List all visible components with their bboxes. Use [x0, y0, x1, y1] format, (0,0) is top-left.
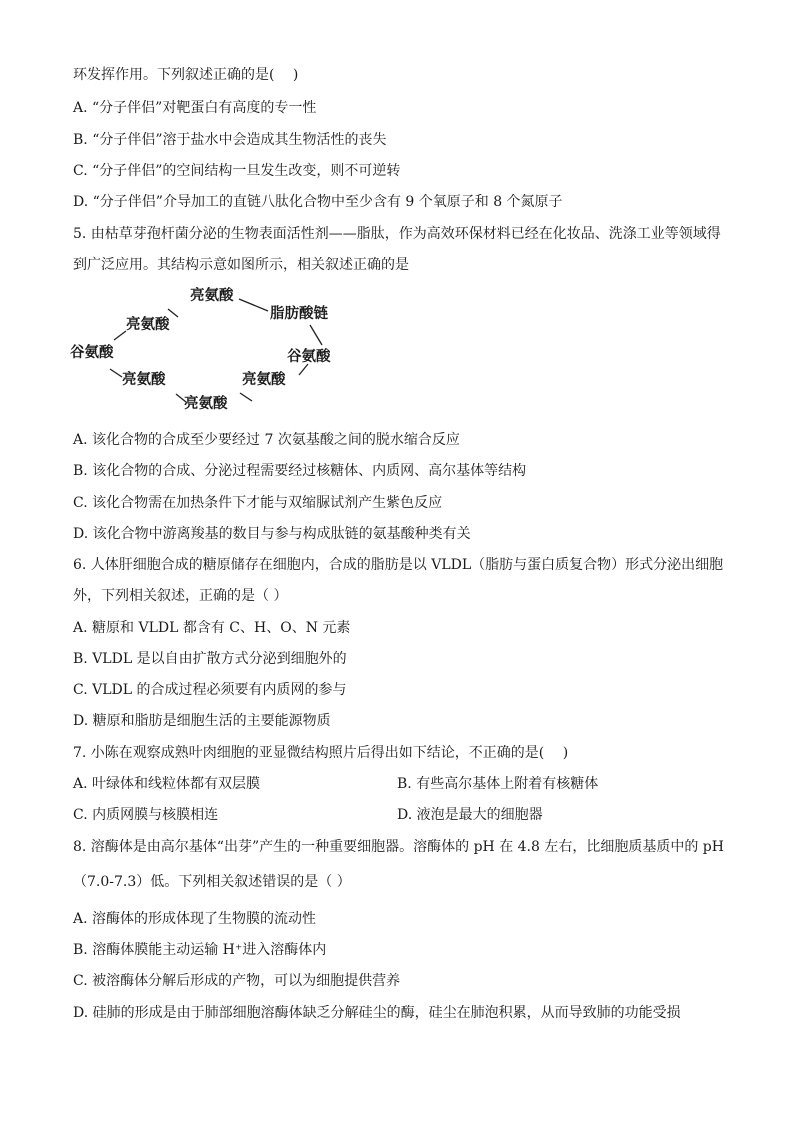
q8-option-b: B. 溶酶体膜能主动运输 H⁺进入溶酶体内	[73, 942, 327, 958]
q7-option-a: A. 叶绿体和线粒体都有双层膜	[73, 776, 261, 792]
node-leucine-lower-right: 亮氨酸	[242, 371, 286, 388]
node-leucine-bottom: 亮氨酸	[184, 395, 228, 412]
bond-line	[240, 393, 252, 401]
q5-option-a: A. 该化合物的合成至少要经过 7 次氨基酸之间的脱水缩合反应	[73, 432, 460, 448]
q5-option-b: B. 该化合物的合成、分泌过程需要经过核糖体、内质网、高尔基体等结构	[73, 463, 527, 479]
node-leucine-upper-left: 亮氨酸	[126, 316, 170, 333]
node-leucine-top: 亮氨酸	[190, 287, 234, 304]
q6-option-b: B. VLDL 是以自由扩散方式分泌到细胞外的	[73, 651, 347, 667]
q4-option-d: D. “分子伴侣”介导加工的直链八肽化合物中至少含有 9 个氧原子和 8 个氮原子	[73, 194, 563, 210]
node-glutamate-right: 谷氨酸	[287, 348, 331, 365]
q5-option-c: C. 该化合物需在加热条件下才能与双缩脲试剂产生紫色反应	[73, 495, 443, 511]
lipopeptide-structure-diagram	[70, 283, 370, 417]
q7-stem: 7. 小陈在观察成熟叶肉细胞的亚显微结构照片后得出如下结论，不正确的是( )	[73, 745, 569, 761]
q8-option-c: C. 被溶酶体分解后形成的产物，可以为细胞提供营养	[73, 973, 401, 989]
q6-option-a: A. 糖原和 VLDL 都含有 C、H、O、N 元素	[73, 620, 351, 636]
bond-line	[110, 369, 122, 377]
q6-stem-line2: 外，下列相关叙述，正确的是（ ）	[73, 588, 288, 604]
q8-option-a: A. 溶酶体的形成体现了生物膜的流动性	[73, 911, 317, 927]
q4-option-c: C. “分子伴侣”的空间结构一旦发生改变，则不可逆转	[73, 163, 401, 179]
q4-option-a: A. “分子伴侣”对靶蛋白有高度的专一性	[73, 100, 317, 116]
q5-stem-line2: 到广泛应用。其结构示意如图所示，相关叙述正确的是	[73, 257, 409, 273]
q4-option-b: B. “分子伴侣”溶于盐水中会造成其生物活性的丧失	[73, 132, 387, 148]
bond-line	[114, 331, 126, 340]
q5-option-d: D. 该化合物中游离羧基的数目与参与构成肽链的氨基酸种类有关	[73, 526, 471, 542]
q8-option-d: D. 硅肺的形成是由于肺部细胞溶酶体缺乏分解硅尘的酶，硅尘在肺泡积累，从而导致肺的功能受损	[73, 1005, 681, 1021]
node-fatty-acid-chain: 脂肪酸链	[270, 305, 328, 322]
bond-line	[310, 325, 322, 345]
q6-option-d: D. 糖原和脂肪是细胞生活的主要能源物质	[73, 713, 331, 729]
q4-stem-tail: 环发挥作用。下列叙述正确的是( )	[73, 67, 299, 83]
q7-option-b: B. 有些高尔基体上附着有核糖体	[397, 776, 599, 792]
q6-option-c: C. VLDL 的合成过程必须要有内质网的参与	[73, 682, 347, 698]
bond-line	[239, 299, 268, 311]
q8-stem-line1: 8. 溶酶体是由高尔基体“出芽”产生的一种重要细胞器。溶酶体的 pH 在 4.8 左右，比细胞质基质中的 pH	[73, 839, 724, 855]
q7-option-c: C. 内质网膜与核膜相连	[73, 807, 219, 823]
q5-stem-line1: 5. 由枯草芽孢杆菌分泌的生物表面活性剂——脂肽，作为高效环保材料已经在化妆品、洗涤工业等领域得	[73, 226, 721, 242]
q8-stem-line2: （7.0-7.3）低。下列相关叙述错误的是（ ）	[73, 874, 351, 890]
q6-stem-line1: 6. 人体肝细胞合成的糖原储存在细胞内，合成的脂肪是以 VLDL（脂肪与蛋白质复合物）形式分泌出细胞	[73, 557, 724, 573]
node-leucine-lower-left: 亮氨酸	[122, 371, 166, 388]
node-glutamate-left: 谷氨酸	[70, 344, 114, 361]
q7-option-d: D. 液泡是最大的细胞器	[397, 807, 543, 823]
